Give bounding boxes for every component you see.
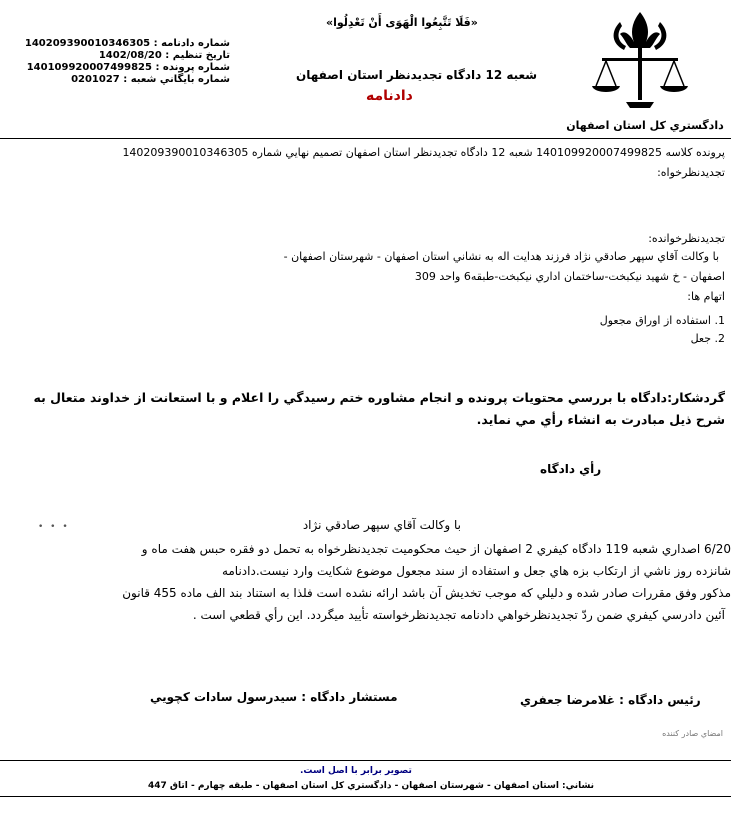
charge-item-1: 1. استفاده از اوراق مجعول [599, 314, 725, 327]
footer-bottom-rule [0, 796, 731, 797]
issuer-note: امضاي صادر كننده [662, 729, 723, 738]
appellant-line-1: با وكالت آقاي سپهر صادقي نژاد فرزند هدايت اله به نشاني استان اصفهان - شهرستان اصفهان - [283, 250, 719, 263]
appellant-label: تجديدنظرخوانده: [648, 232, 725, 245]
charges-label: اتهام ها: [687, 290, 725, 303]
chief-judge-signature: رئيس دادگاه : غلامرضا جعفري [520, 693, 701, 707]
verdict-line-0: با وكالت آقاي سپهر صادقي نژاد [302, 518, 461, 532]
header-emblem-block [560, 4, 730, 134]
verdict-line-3: مذكور وفق مقررات صادر شده و دليلي كه موجب تخديش آن باشد ارائه نشده است فلذا به استناد بند الف ماده 455 قانون [122, 586, 731, 600]
charge-item-2: 2. جعل [690, 332, 725, 345]
header-divider [0, 138, 731, 139]
summary-line-2: شرح ذيل مبادرت به انشاء رأي مي نمايد. [476, 412, 725, 427]
meta-archive-number: شماره بايگاني شعبه : 0201027 [71, 74, 230, 85]
verdict-line-1: 6/20 اصداري شعبه 119 دادگاه كيفري 2 اصفهان از حيث محكوميت تجديدنظرخواه به تحمل دو فقره حبس هفت ماه و [141, 542, 731, 556]
advisor-signature: مستشار دادگاه : سيدرسول سادات كچويي [150, 690, 398, 704]
verdict-line-2: شانزده روز ناشي از ارتكاب بزه هاي جعل و استفاده از سند مجعول موضوع شكايت وارد نيست.دادنامه [221, 564, 731, 578]
verdict-title: رأي دادگاه [540, 462, 602, 476]
document-title: دادنامه [366, 88, 413, 104]
court-name: دادگستري كل استان اصفهان [566, 119, 724, 132]
redacted-dots: • • • [38, 522, 70, 532]
quran-verse: «فَلَا تَتَّبِعُوا الْهَوَى أَنْ تَعْدِلُوا» [326, 16, 478, 29]
appellant-line-2: اصفهان - خ شهيد نيكبخت-ساختمان اداري نيكبخت-طبقه6 واحد 309 [414, 270, 725, 283]
footer-address: نشاني: استان اصفهان - شهرستان اصفهان - دادگستري كل استان اصفهان - طبقه چهارم - اتاق 447 [148, 781, 595, 791]
appellee-label: تجديدنظرخواه: [657, 166, 725, 179]
verdict-line-4: آئين دادرسي كيفري ضمن ردّ تجديدنظرخواهي دادنامه تجديدنظرخواسته تأييد ميگردد. اين رأي قطعي است . [192, 608, 725, 622]
branch-title: شعبه 12 دادگاه تجديدنظر استان اصفهان [296, 68, 538, 82]
meta-block [20, 38, 230, 86]
summary-line-1: گردشكار:دادگاه با بررسي محتويات پرونده و انجام مشاوره ختم رسيدگي را اعلام و با استعانت از خداوند متعال به [33, 390, 725, 405]
certified-copy-note: تصوير برابر با اصل است. [300, 766, 412, 776]
meta-case-number: شماره پرونده : 140109920007499825 [26, 62, 230, 73]
meta-date: تاريخ تنظيم : 1402/08/20 [98, 50, 230, 61]
footer-divider [0, 760, 731, 761]
iran-emblem-icon [580, 4, 700, 114]
meta-dadnameh-number: شماره دادنامه : 140209390010346305 [24, 38, 230, 49]
case-line: پرونده كلاسه 140109920007499825 شعبه 12 دادگاه تجديدنظر استان اصفهان تصميم نهايي شماره 140209390010346305 [122, 146, 725, 159]
